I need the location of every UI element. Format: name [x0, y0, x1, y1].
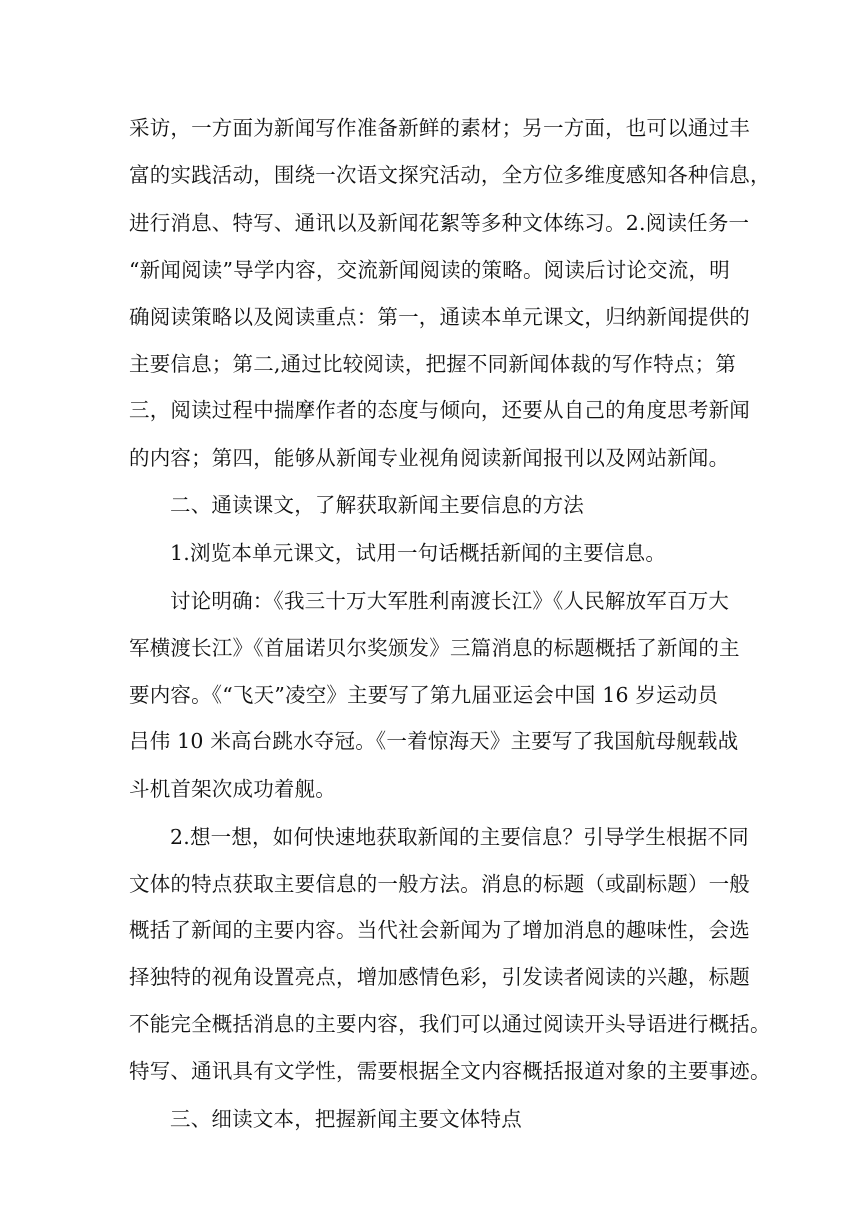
paragraph-line: 2.想一想，如何快速地获取新闻的主要信息？引导学生根据不同	[170, 825, 749, 849]
paragraph-line: 采访，一方面为新闻写作准备新鲜的素材；另一方面，也可以通过丰	[129, 116, 750, 140]
paragraph-line: 1.浏览本单元课文，试用一句话概括新闻的主要信息。	[170, 541, 667, 565]
paragraph-line: 三，阅读过程中揣摩作者的态度与倾向，还要从自己的角度思考新闻	[129, 398, 750, 422]
paragraph-line: 进行消息、特写、通讯以及新闻花絮等多种文体练习。2.阅读任务一	[129, 211, 750, 235]
section-heading: 二、通读课文，了解获取新闻主要信息的方法	[170, 493, 584, 517]
paragraph-line: “新闻阅读”导学内容，交流新闻阅读的策略。阅读后讨论交流，明	[129, 258, 730, 282]
paragraph-line: 文体的特点获取主要信息的一般方法。消息的标题（或副标题）一般	[129, 872, 750, 896]
paragraph-line: 概括了新闻的主要内容。当代社会新闻为了增加消息的趣味性，会选	[129, 918, 750, 942]
paragraph-line: 确阅读策略以及阅读重点：第一，通读本单元课文，归纳新闻提供的	[129, 305, 750, 329]
paragraph-line: 特写、通讯具有文学性，需要根据全文内容概括报道对象的主要事迹。	[129, 1059, 771, 1083]
paragraph-line: 军横渡长江》《首届诺贝尔奖颁发》三篇消息的标题概括了新闻的主	[129, 636, 740, 660]
paragraph-line: 吕伟 10 米高台跳水夺冠。《一着惊海天》主要写了我国航母舰载战	[129, 729, 739, 753]
paragraph-line: 要内容。《“飞天”凌空》主要写了第九届亚运会中国 16 岁运动员	[129, 683, 719, 707]
paragraph-line: 富的实践活动，围绕一次语文探究活动，全方位多维度感知各种信息，	[129, 163, 771, 187]
paragraph-line: 的内容；第四，能够从新闻专业视角阅读新闻报刊以及网站新闻。	[129, 446, 730, 470]
paragraph-line: 择独特的视角设置亮点，增加感情色彩，引发读者阅读的兴趣，标题	[129, 965, 750, 989]
paragraph-line: 不能完全概括消息的主要内容，我们可以通过阅读开头导语进行概括。	[129, 1012, 771, 1036]
paragraph-line: 讨论明确：《我三十万大军胜利南渡长江》《人民解放军百万大	[170, 589, 730, 613]
section-heading: 三、细读文本，把握新闻主要文体特点	[170, 1107, 522, 1131]
paragraph-line: 斗机首架次成功着舰。	[129, 777, 336, 801]
paragraph-line: 主要信息；第二,通过比较阅读，把握不同新闻体裁的写作特点；第	[129, 352, 737, 376]
